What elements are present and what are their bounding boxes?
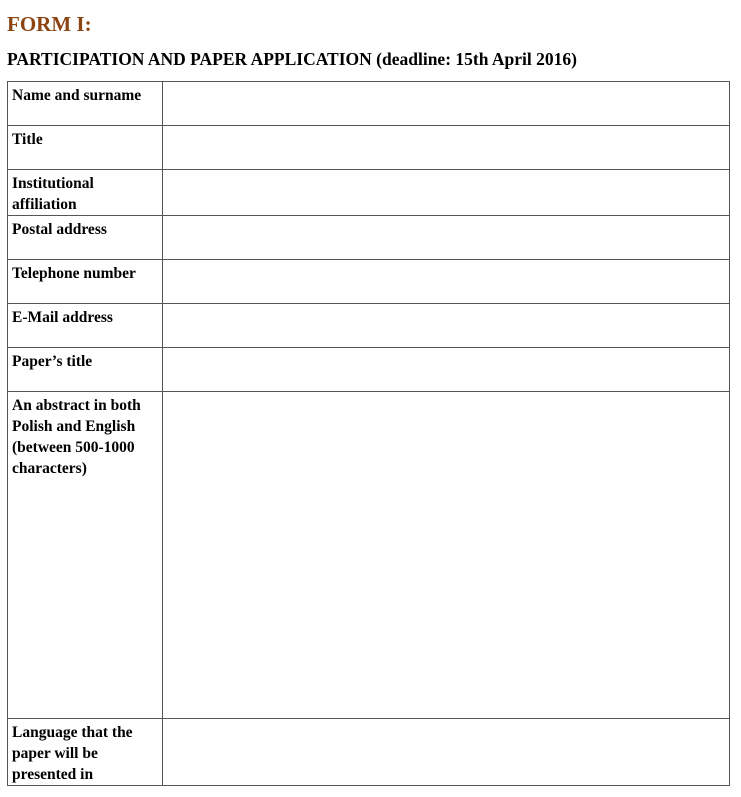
field-input-email-address[interactable] <box>163 304 730 348</box>
field-input-paper-title[interactable] <box>163 348 730 392</box>
field-input-abstract[interactable] <box>163 392 730 719</box>
field-input-institutional-affiliation[interactable] <box>163 170 730 216</box>
form-row-institutional-affiliation <box>8 170 730 216</box>
form-row-abstract <box>8 392 730 719</box>
form-row-telephone-number <box>8 260 730 304</box>
field-label-presentation-language: Language that the paper will be presented in <box>8 719 163 786</box>
field-label-telephone-number: Telephone number <box>8 260 163 304</box>
form-row-presentation-language <box>8 719 730 786</box>
field-label-postal-address: Postal address <box>8 216 163 260</box>
field-input-name-surname[interactable] <box>163 82 730 126</box>
form-row-email-address <box>8 304 730 348</box>
form-row-paper-title <box>8 348 730 392</box>
field-input-presentation-language[interactable] <box>163 719 730 786</box>
form-subtitle: PARTICIPATION AND PAPER APPLICATION (deadline: 15th April 2016) <box>7 49 577 69</box>
form-heading: FORM I: <box>7 12 92 36</box>
field-label-title: Title <box>8 126 163 170</box>
field-label-institutional-affiliation: Institutional affiliation <box>8 170 163 216</box>
form-row-postal-address <box>8 216 730 260</box>
field-label-paper-title: Paper’s title <box>8 348 163 392</box>
application-form-table <box>7 81 730 786</box>
field-label-abstract: An abstract in both Polish and English (between 500-1000 characters) <box>8 392 163 719</box>
field-label-name-surname: Name and surname <box>8 82 163 126</box>
field-input-title[interactable] <box>163 126 730 170</box>
field-input-telephone-number[interactable] <box>163 260 730 304</box>
field-label-email-address: E-Mail address <box>8 304 163 348</box>
field-input-postal-address[interactable] <box>163 216 730 260</box>
form-row-name-surname <box>8 82 730 126</box>
form-row-title <box>8 126 730 170</box>
